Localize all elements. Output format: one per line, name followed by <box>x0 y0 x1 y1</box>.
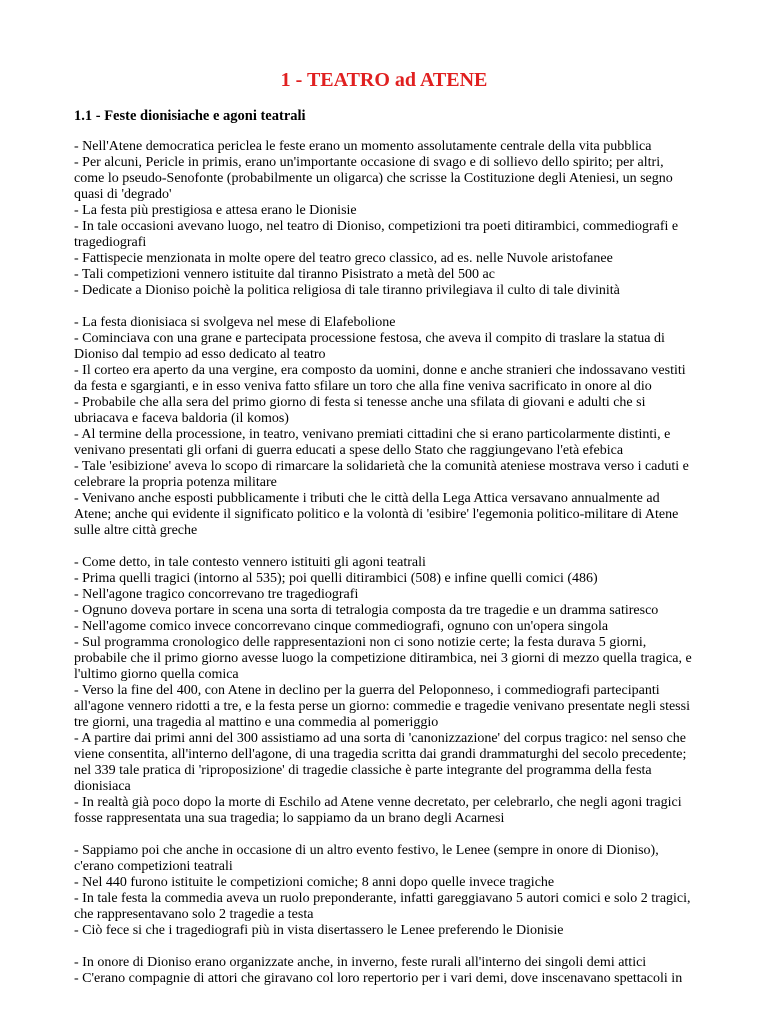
bullet-line: - Tali competizioni vennero istituite dal tiranno Pisistrato a metà del 500 ac <box>74 267 495 282</box>
paragraph <box>74 315 694 539</box>
bullet-line: - Prima quelli tragici (intorno al 535); poi quelli ditirambici (508) e infine quelli comici (486) <box>74 571 598 586</box>
bullet-line: - In onore di Dioniso erano organizzate anche, in inverno, feste rurali all'interno dei singoli demi attici <box>74 955 647 970</box>
bullet-line: - In tale occasioni avevano luogo, nel teatro di Dioniso, competizioni tra poeti ditirambici, commediografi e tragediografi <box>74 219 679 250</box>
bullet-line: - Come detto, in tale contesto vennero istituiti gli agoni teatrali <box>74 555 426 570</box>
page-title: 1 - TEATRO ad ATENE <box>280 69 488 91</box>
section-heading: 1.1 - Feste dionisiache e agoni teatrali <box>74 108 306 124</box>
bullet-line: - Nell'agome comico invece concorrevano cinque commediografi, ognuno con un'opera singola <box>74 619 609 634</box>
bullet-line: - In tale festa la commedia aveva un ruolo preponderante, infatti gareggiavano 5 autori comici e solo 2 tragici, che rappresentavano solo 2 tragedie a testa <box>74 891 691 922</box>
bullet-line: - Sappiamo poi che anche in occasione di un altro evento festivo, le Lenee (sempre in onore di Dioniso), c'erano competizioni teatrali <box>74 843 659 874</box>
bullet-line: - Nel 440 furono istituite le competizioni comiche; 8 anni dopo quelle invece tragiche <box>74 875 555 890</box>
bullet-line: - Il corteo era aperto da una vergine, era composto da uomini, donne e anche stranieri che indossavano vestiti da festa e sgargianti, e in esso veniva fatto sfilare un toro che alla fine veniva sacrificato in onore al dio <box>74 363 686 394</box>
bullet-line: - Venivano anche esposti pubblicamente i tributi che le città della Lega Attica versavano annualmente ad Atene; anche qui evidente il significato politico e la volontà di 'esibire' l'egemonia politico-militare di Atene sulle altre città greche <box>74 491 679 538</box>
paragraph <box>74 843 694 939</box>
bullet-line: - Fattispecie menzionata in molte opere del teatro greco classico, ad es. nelle Nuvole aristofanee <box>74 251 613 266</box>
bullet-line: - Nell'agone tragico concorrevano tre tragediografi <box>74 587 359 602</box>
bullet-line: - In realtà già poco dopo la morte di Eschilo ad Atene venne decretato, per celebrarlo, che negli agoni tragici fosse rappresentata una sua tragedia; lo sappiamo da un brano degli Acarnesi <box>74 795 682 826</box>
bullet-line: - Sul programma cronologico delle rappresentazioni non ci sono notizie certe; la festa durava 5 giorni, probabile che il primo giorno avesse luogo la competizione ditirambica, nei 3 giorni di mezzo quella tragica, e l'ultimo giorno quella comica <box>74 635 692 682</box>
bullet-line: - C'erano compagnie di attori che giravano col loro repertorio per i vari demi, dove inscenavano spettacoli in <box>74 971 683 986</box>
document-body <box>74 139 694 987</box>
bullet-line: - Probabile che alla sera del primo giorno di festa si tenesse anche una sfilata di giovani e adulti che si ubriacava e faceva baldoria (il komos) <box>74 395 646 426</box>
paragraph <box>74 555 694 827</box>
bullet-line: - Verso la fine del 400, con Atene in declino per la guerra del Peloponneso, i commediografi partecipanti all'agone vennero ridotti a tre, e la festa perse un giorno: commedie e tragedie venivano presentate negli stessi tre giorni, una tragedia al mattino e una commedia al pomeriggio <box>74 683 690 730</box>
bullet-line: - Al termine della processione, in teatro, venivano premiati cittadini che si erano particolarmente distinti, e venivano presentati gli orfani di guerra educati a spese dello Stato che raggiungevano l'età efebica <box>74 427 671 458</box>
bullet-line: - A partire dai primi anni del 300 assistiamo ad una sorta di 'canonizzazione' del corpus tragico: nel senso che viene consentita, all'interno dell'agone, di una tragedia scritta dai grandi drammaturghi del secolo precedente; nel 339 tale pratica di 'riproposizione' di tragedie classiche è parte integrante del programma della festa dionisiaca <box>74 731 687 794</box>
bullet-line: - Dedicate a Dioniso poichè la politica religiosa di tale tiranno privilegiava il culto di tale divinità <box>74 283 620 298</box>
bullet-line: - Ciò fece si che i tragediografi più in vista disertassero le Lenee preferendo le Dionisie <box>74 923 564 938</box>
paragraph <box>74 139 694 299</box>
bullet-line: - Per alcuni, Pericle in primis, erano un'importante occasione di svago e di sollievo dello spirito; per altri, come lo pseudo-Senofonte (probabilmente un oligarca) che scrisse la Costituzione degli Ateniesi, un segno quasi di 'degrado' <box>74 155 673 202</box>
bullet-line: - La festa più prestigiosa e attesa erano le Dionisie <box>74 203 357 218</box>
bullet-line: - Tale 'esibizione' aveva lo scopo di rimarcare la solidarietà che la comunità ateniese mostrava verso i caduti e celebrare la propria potenza militare <box>74 459 689 490</box>
bullet-line: - Nell'Atene democratica periclea le feste erano un momento assolutamente centrale della vita pubblica <box>74 139 652 154</box>
bullet-line: - Cominciava con una grane e partecipata processione festosa, che aveva il compito di traslare la statua di Dioniso dal tempio ad esso dedicato al teatro <box>74 331 665 362</box>
paragraph <box>74 955 694 987</box>
bullet-line: - La festa dionisiaca si svolgeva nel mese di Elafebolione <box>74 315 396 330</box>
bullet-line: - Ognuno doveva portare in scena una sorta di tetralogia composta da tre tragedie e un dramma satiresco <box>74 603 659 618</box>
